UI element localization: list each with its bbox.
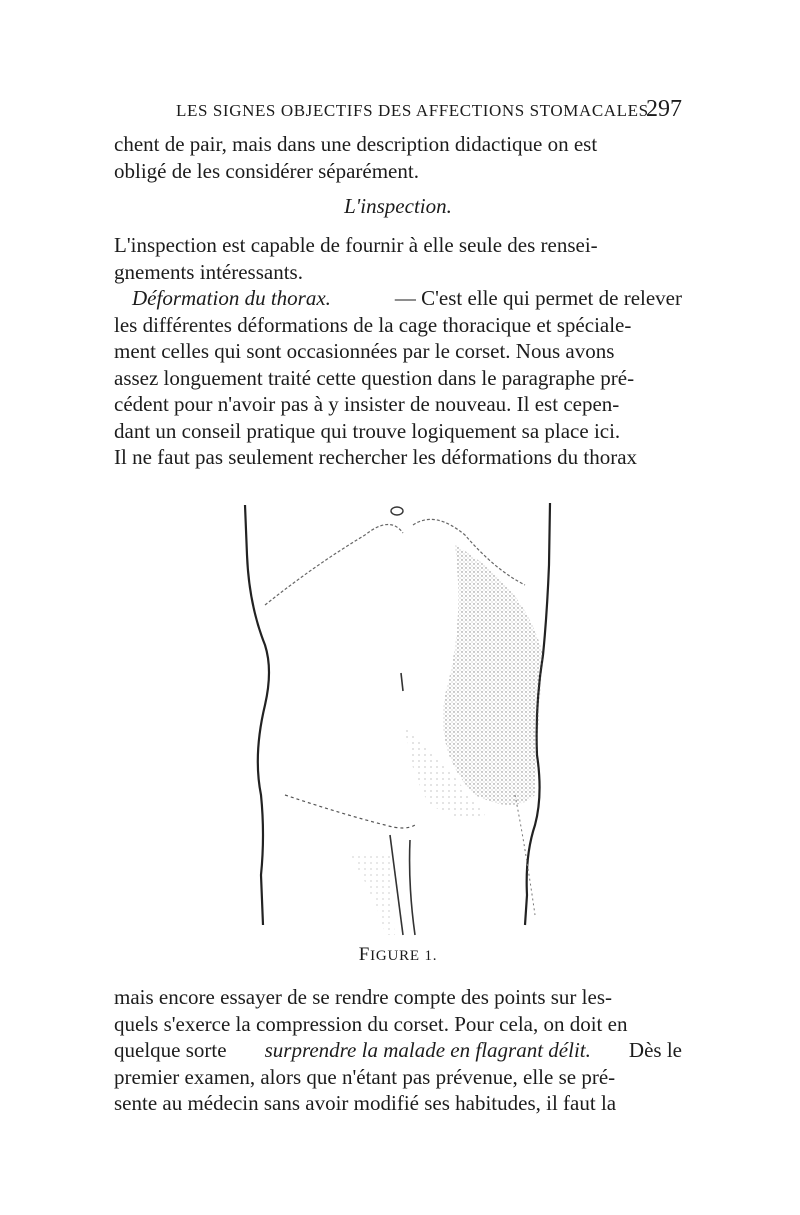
- text-run: Dès le: [628, 1038, 682, 1062]
- page-number: 297: [646, 96, 682, 122]
- text-line: [114, 1037, 682, 1064]
- caption-rest: IGURE 1.: [370, 948, 438, 964]
- subsection-title: Déformation du thorax.: [132, 286, 331, 310]
- text-run: quelque sorte: [114, 1038, 227, 1062]
- text-line: quels s'exerce la compression du corset. Pour cela, on doit en: [114, 1011, 628, 1036]
- running-title: LES SIGNES OBJECTIFS DES AFFECTIONS STOMACALES.: [176, 101, 654, 120]
- text-line: Il ne faut pas seulement rechercher les déformations du thorax: [114, 445, 638, 469]
- paragraph-deformation: [114, 285, 682, 471]
- paragraph-continuation: [114, 131, 682, 184]
- text-line: obligé de les considérer séparément.: [114, 158, 419, 183]
- text-line: dant un conseil pratique qui trouve logiquement sa place ici.: [114, 418, 621, 443]
- text-line: ment celles qui sont occasionnées par le corset. Nous avons: [114, 339, 615, 363]
- paragraph-inspection: [114, 232, 682, 285]
- text-line: mais encore essayer de se rendre compte des points sur les-: [114, 985, 612, 1009]
- section-heading: L'inspection.: [344, 194, 452, 218]
- figure-torso-illustration: [225, 495, 575, 940]
- caption-initial: F: [358, 944, 371, 965]
- paragraph-compression: [114, 984, 682, 1117]
- text-line: premier examen, alors que n'étant pas prévenue, elle se pré-: [114, 1064, 616, 1089]
- text-line: gnements intéressants.: [114, 259, 303, 284]
- text-line: [114, 285, 682, 312]
- italic-run: surprendre la malade en flagrant délit.: [264, 1038, 591, 1062]
- text-run: — C'est elle qui permet de relever: [394, 286, 682, 310]
- text-line: chent de pair, mais dans une description didactique on est: [114, 132, 598, 156]
- text-line: sente au médecin sans avoir modifié ses habitudes, il faut la: [114, 1091, 617, 1115]
- running-head: [110, 96, 682, 126]
- figure-caption: [114, 944, 682, 966]
- text-line: L'inspection est capable de fournir à elle seule des rensei-: [114, 233, 598, 257]
- text-line: cédent pour n'avoir pas à y insister de nouveau. Il est cepen-: [114, 392, 620, 416]
- text-line: les différentes déformations de la cage thoracique et spéciale-: [114, 312, 632, 337]
- text-line: assez longuement traité cette question dans le paragraphe pré-: [114, 365, 635, 390]
- torso-drawing: [225, 495, 575, 940]
